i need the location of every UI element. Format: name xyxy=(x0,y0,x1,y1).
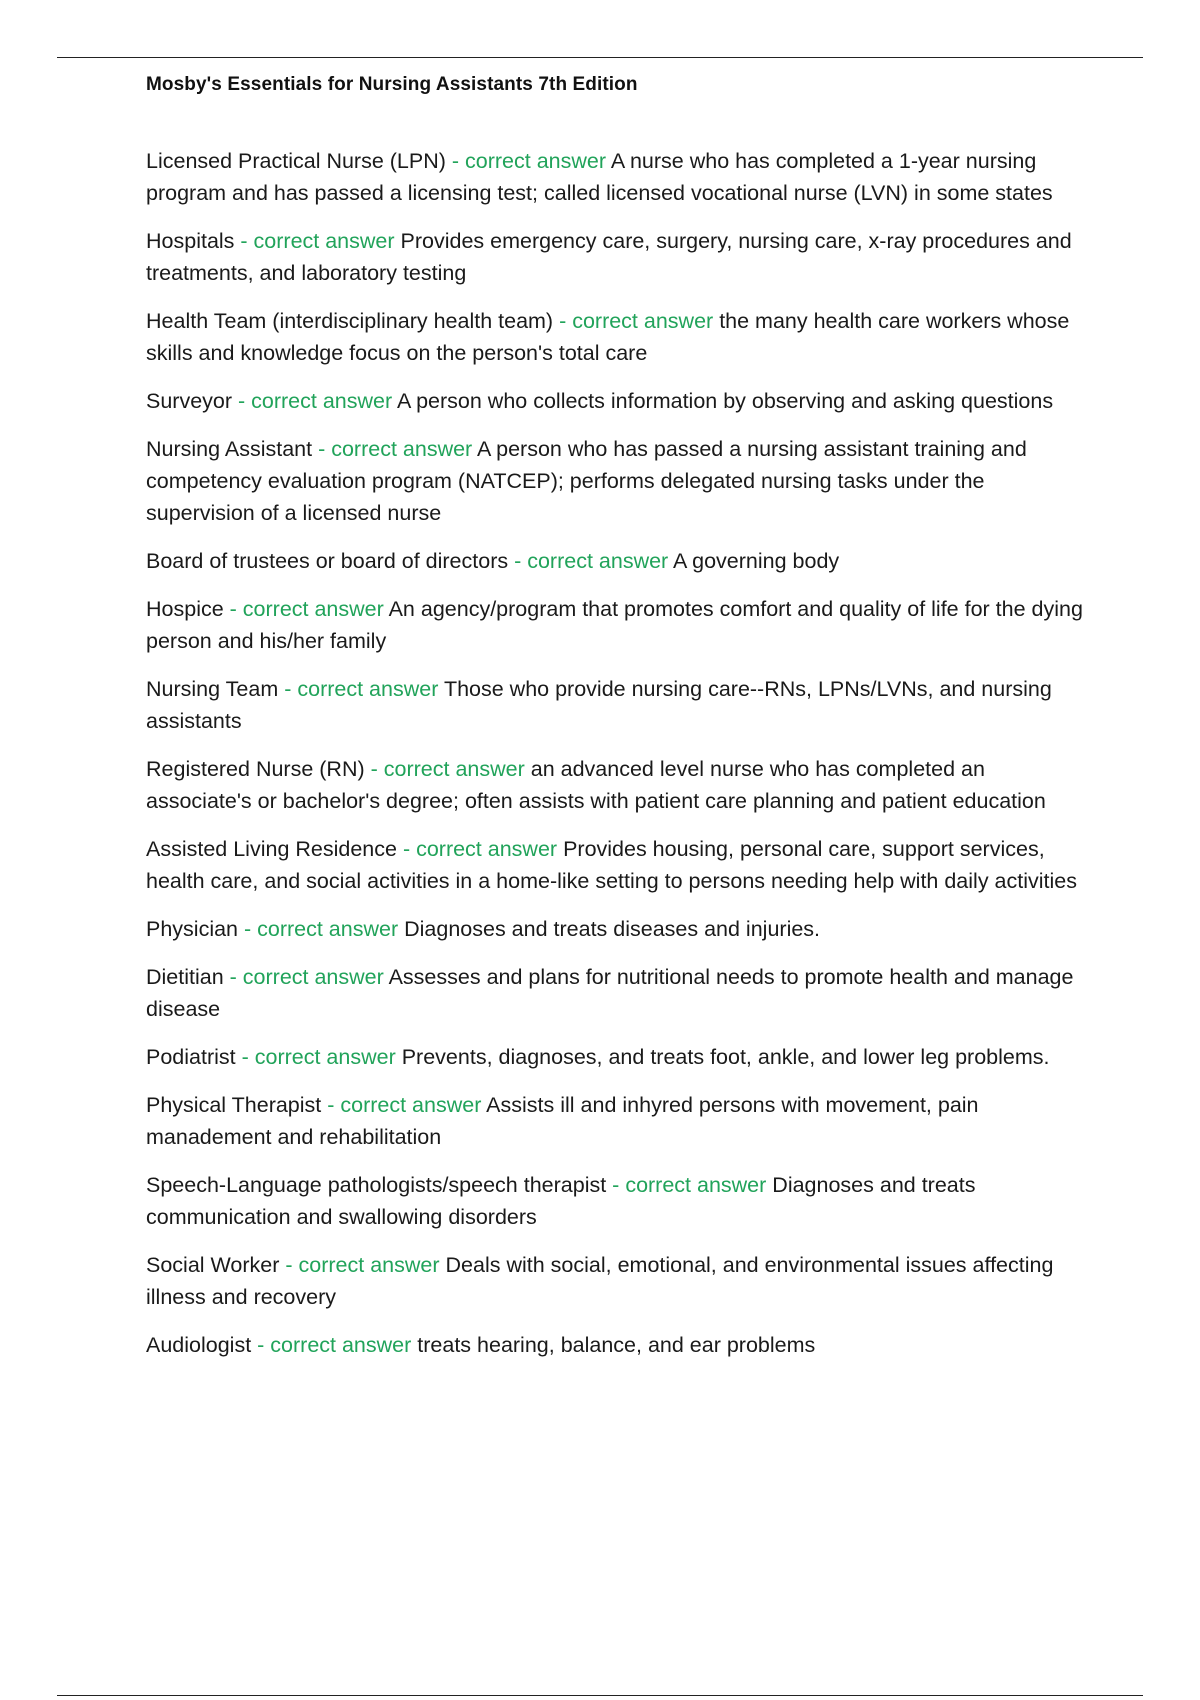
entry-separator: - xyxy=(553,309,573,333)
entry-term: Social Worker xyxy=(146,1253,280,1277)
correct-answer-label: correct answer xyxy=(625,1173,767,1197)
correct-answer-label: correct answer xyxy=(572,309,714,333)
entry-term: Hospitals xyxy=(146,229,235,253)
entry-definition: Assists ill and inhyred persons with movement, pain manadement and rehabilitation xyxy=(146,1093,979,1149)
correct-answer-label: correct answer xyxy=(242,965,384,989)
correct-answer-label: correct answer xyxy=(527,549,669,573)
entry-separator: - xyxy=(278,677,298,701)
entry-term: Board of trustees or board of directors xyxy=(146,549,509,573)
entry-separator: - xyxy=(223,597,243,621)
flashcard-entry xyxy=(146,145,1086,209)
entry-term: Podiatrist xyxy=(146,1045,236,1069)
flashcard-entry xyxy=(146,833,1086,897)
correct-answer-label: correct answer xyxy=(253,229,395,253)
flashcard-entry xyxy=(146,1329,1086,1361)
flashcard-entry xyxy=(146,1089,1086,1153)
entry-separator: - xyxy=(508,549,528,573)
entry-term: Health Team (interdisciplinary health team) xyxy=(146,309,554,333)
entry-definition: Assesses and plans for nutritional needs to promote health and manage disease xyxy=(146,965,1074,1021)
entry-definition: Provides emergency care, surgery, nursing care, x-ray procedures and treatments, and laboratory testing xyxy=(146,229,1072,285)
entry-term: Nursing Assistant xyxy=(146,437,313,461)
flashcard-entry xyxy=(146,1249,1086,1313)
flashcard-entry xyxy=(146,433,1086,529)
entry-definition: Deals with social, emotional, and environmental issues affecting illness and recovery xyxy=(146,1253,1054,1309)
flashcard-entry xyxy=(146,1041,1086,1073)
entry-definition: Provides housing, personal care, support services, health care, and social activities in a home-like setting to persons needing help with daily activities xyxy=(146,837,1077,893)
entry-definition: A nurse who has completed a 1-year nursing program and has passed a licensing test; called licensed vocational nurse (LVN) in some states xyxy=(146,149,1053,205)
entry-definition: Prevents, diagnoses, and treats foot, ankle, and lower leg problems. xyxy=(401,1045,1050,1069)
flashcard-entry xyxy=(146,225,1086,289)
flashcard-entry xyxy=(146,913,1086,945)
correct-answer-label: correct answer xyxy=(297,677,439,701)
bottom-divider xyxy=(57,1695,1143,1696)
entry-term: Nursing Team xyxy=(146,677,279,701)
flashcard-entry xyxy=(146,753,1086,817)
entry-separator: - xyxy=(312,437,332,461)
entry-term: Licensed Practical Nurse (LPN) xyxy=(146,149,446,173)
entry-term: Audiologist xyxy=(146,1333,252,1357)
flashcard-entry xyxy=(146,673,1086,737)
correct-answer-label: correct answer xyxy=(331,437,473,461)
flashcard-entry xyxy=(146,593,1086,657)
entry-separator: - xyxy=(232,389,252,413)
entry-definition: treats hearing, balance, and ear problems xyxy=(417,1333,816,1357)
entry-term: Physical Therapist xyxy=(146,1093,322,1117)
correct-answer-label: correct answer xyxy=(251,389,393,413)
entry-separator: - xyxy=(396,837,417,861)
entry-separator: - xyxy=(235,1045,255,1069)
correct-answer-label: correct answer xyxy=(298,1253,440,1277)
correct-answer-label: correct answer xyxy=(465,149,607,173)
correct-answer-label: correct answer xyxy=(383,757,525,781)
entry-term: Registered Nurse (RN) xyxy=(146,757,365,781)
entry-term: Surveyor xyxy=(146,389,233,413)
entry-definition: Diagnoses and treats diseases and injuries. xyxy=(404,917,821,941)
entry-separator: - xyxy=(445,149,466,173)
entry-separator: - xyxy=(234,229,254,253)
entry-separator: - xyxy=(321,1093,341,1117)
entry-term: Assisted Living Residence xyxy=(146,837,397,861)
entry-definition: An agency/program that promotes comfort and quality of life for the dying person and his/her family xyxy=(146,597,1083,653)
flashcard-list xyxy=(146,145,1086,1377)
correct-answer-label: correct answer xyxy=(270,1333,412,1357)
entry-definition: the many health care workers whose skills and knowledge focus on the person's total care xyxy=(146,309,1070,365)
document-title: Mosby's Essentials for Nursing Assistants 7th Edition xyxy=(146,74,638,95)
entry-separator: - xyxy=(238,917,258,941)
entry-definition: an advanced level nurse who has completed an associate's or bachelor's degree; often assists with patient care planning and patient education xyxy=(146,757,1046,813)
flashcard-entry xyxy=(146,961,1086,1025)
flashcard-entry xyxy=(146,1169,1086,1233)
flashcard-entry xyxy=(146,385,1086,417)
entry-separator: - xyxy=(279,1253,299,1277)
flashcard-entry xyxy=(146,305,1086,369)
entry-definition: A person who collects information by observing and asking questions xyxy=(396,389,1054,413)
entry-definition: Diagnoses and treats communication and swallowing disorders xyxy=(146,1173,976,1229)
entry-definition: Those who provide nursing care--RNs, LPNs/LVNs, and nursing assistants xyxy=(146,677,1052,733)
correct-answer-label: correct answer xyxy=(340,1093,482,1117)
entry-term: Speech-Language pathologists/speech therapist xyxy=(146,1173,607,1197)
top-divider xyxy=(57,57,1143,58)
entry-separator: - xyxy=(364,757,384,781)
entry-definition: A governing body xyxy=(673,549,840,573)
flashcard-entry xyxy=(146,545,1086,577)
entry-term: Dietitian xyxy=(146,965,224,989)
entry-separator: - xyxy=(223,965,243,989)
correct-answer-label: correct answer xyxy=(416,837,558,861)
entry-definition: A person who has passed a nursing assistant training and competency evaluation program (NATCEP); performs delegated nursing tasks under the supervision of a licensed nurse xyxy=(146,437,1027,525)
entry-separator: - xyxy=(606,1173,626,1197)
correct-answer-label: correct answer xyxy=(254,1045,396,1069)
entry-separator: - xyxy=(251,1333,271,1357)
entry-term: Physician xyxy=(146,917,239,941)
correct-answer-label: correct answer xyxy=(242,597,384,621)
correct-answer-label: correct answer xyxy=(257,917,399,941)
entry-term: Hospice xyxy=(146,597,224,621)
